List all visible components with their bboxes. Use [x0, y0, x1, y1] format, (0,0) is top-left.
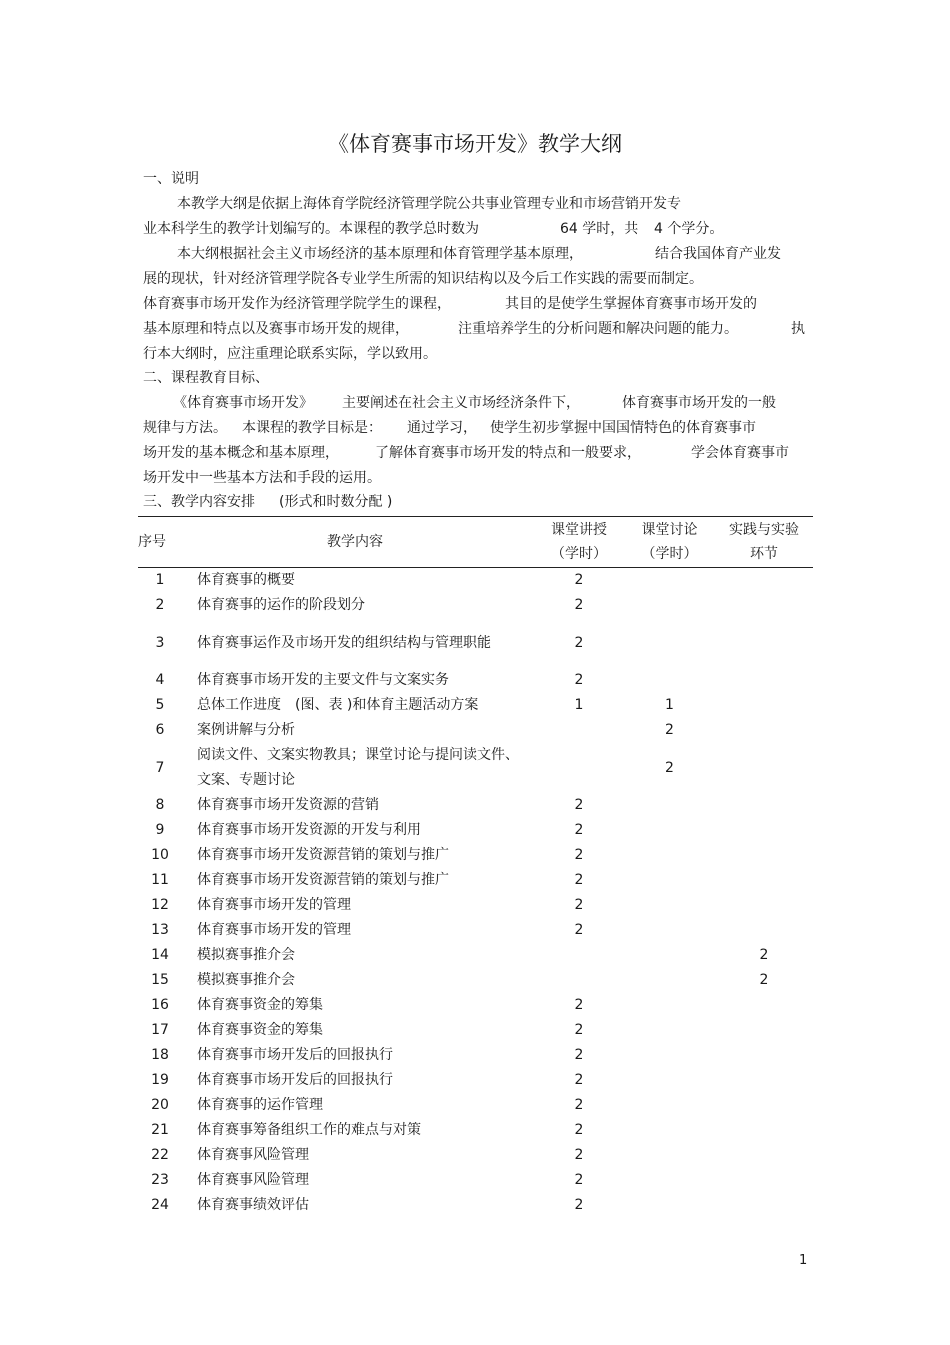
row-content-cell: 体育赛事市场开发资源营销的策划与推广 — [197, 872, 449, 889]
row-practice-hours-cell — [715, 1143, 813, 1168]
row-lecture-hours-cell — [534, 968, 624, 993]
row-practice-hours-cell — [715, 693, 813, 718]
row-content-cell: 阅读文件、文案实物教具；课堂讨论与提问读文件、文案、专题讨论 — [197, 747, 519, 788]
row-discussion-hours-cell — [624, 568, 715, 594]
section-2-line: 主要阐述在社会主义市场经济条件下， — [342, 395, 580, 411]
section-1-line: 4 个学分。 — [654, 221, 724, 237]
row-number-cell: 6 — [155, 722, 165, 739]
table-row — [138, 968, 813, 993]
page-title: 《体育赛事市场开发》教学大纲 — [328, 132, 622, 156]
section-2-line: 场开发的基本概念和基本原理， — [143, 445, 339, 461]
row-discussion-hours-cell — [624, 1043, 715, 1068]
row-discussion-hours-cell — [624, 1143, 715, 1168]
row-content-cell: 体育赛事的运作的阶段划分 — [197, 597, 365, 614]
table-row — [138, 1143, 813, 1168]
row-content-cell: 体育赛事市场开发资源营销的策划与推广 — [197, 847, 449, 864]
row-lecture-hours-cell: 2 — [574, 797, 584, 814]
row-number-cell: 23 — [151, 1172, 169, 1189]
row-number-cell: 3 — [155, 634, 165, 651]
header-practice-line2: 环节 — [750, 546, 778, 562]
row-content-cell: 体育赛事运作及市场开发的组织结构与管理职能 — [197, 634, 491, 651]
table-row — [138, 1118, 813, 1143]
row-discussion-hours-cell — [624, 1118, 715, 1143]
table-header-row — [138, 517, 813, 568]
section-2-line: 学会体育赛事市 — [691, 445, 789, 461]
row-number-cell: 15 — [151, 972, 169, 989]
row-lecture-hours-cell — [534, 718, 624, 743]
row-number-cell: 21 — [151, 1122, 169, 1139]
row-lecture-hours-cell — [534, 743, 624, 793]
section-1-heading: 一、说明 — [143, 171, 199, 187]
header-lecture-line1: 课堂讲授 — [551, 522, 607, 538]
table-row — [138, 668, 813, 693]
row-discussion-hours-cell — [624, 1168, 715, 1193]
row-practice-hours-cell — [715, 1118, 813, 1143]
row-practice-hours-cell — [715, 718, 813, 743]
row-content-cell: 体育赛事风险管理 — [197, 1172, 309, 1189]
row-practice-hours-cell — [715, 1043, 813, 1068]
row-practice-hours-cell: 2 — [759, 972, 769, 989]
header-lecture — [534, 517, 624, 568]
section-2-line: 规律与方法。 — [143, 420, 227, 436]
row-practice-hours-cell — [715, 1018, 813, 1043]
row-lecture-hours-cell: 2 — [574, 1122, 584, 1139]
row-practice-hours-cell — [715, 993, 813, 1018]
row-discussion-hours-cell — [624, 1193, 715, 1218]
table-row — [138, 893, 813, 918]
table-row — [138, 693, 813, 718]
header-discuss — [624, 517, 715, 568]
row-lecture-hours-cell: 2 — [574, 897, 584, 914]
row-content-cell: 案例讲解与分析 — [197, 722, 295, 739]
section-1-line: 展的现状，针对经济管理学院各专业学生所需的知识结构以及今后工作实践的需要而制定。 — [143, 271, 703, 287]
row-content-cell: 体育赛事资金的筹集 — [197, 997, 323, 1014]
row-practice-hours-cell — [715, 918, 813, 943]
row-practice-hours-cell — [715, 593, 813, 618]
row-discussion-hours-cell — [624, 893, 715, 918]
row-lecture-hours-cell: 2 — [574, 572, 584, 589]
row-lecture-hours-cell: 2 — [574, 597, 584, 614]
row-number-cell: 13 — [151, 922, 169, 939]
row-lecture-hours-cell: 2 — [574, 997, 584, 1014]
row-content-cell: 体育赛事市场开发的管理 — [197, 922, 351, 939]
section-2-line: 《体育赛事市场开发》 — [173, 395, 313, 411]
header-content: 教学内容 — [327, 534, 383, 550]
row-content-cell: 模拟赛事推介会 — [197, 972, 295, 989]
section-1-line: 注重培养学生的分析问题和解决问题的能力。 — [458, 321, 738, 337]
row-discussion-hours-cell — [624, 968, 715, 993]
row-discussion-hours-cell: 1 — [665, 697, 674, 714]
row-practice-hours-cell — [715, 568, 813, 594]
row-lecture-hours-cell: 2 — [574, 1097, 584, 1114]
row-number-cell: 12 — [151, 897, 169, 914]
row-content-cell: 体育赛事资金的筹集 — [197, 1022, 323, 1039]
row-lecture-hours-cell: 2 — [574, 1147, 584, 1164]
section-2-line: 通过学习， — [407, 420, 477, 436]
table-row — [138, 918, 813, 943]
row-discussion-hours-cell — [624, 1068, 715, 1093]
row-practice-hours-cell — [715, 618, 813, 668]
row-number-cell: 9 — [155, 822, 165, 839]
teaching-schedule-table — [138, 516, 813, 1218]
row-lecture-hours-cell: 1 — [574, 697, 584, 714]
table-row — [138, 718, 813, 743]
row-content-cell: 体育赛事风险管理 — [197, 1147, 309, 1164]
table-row — [138, 618, 813, 668]
row-discussion-hours-cell: 2 — [665, 722, 674, 739]
row-discussion-hours-cell — [624, 843, 715, 868]
section-2-line: 场开发中一些基本方法和手段的运用。 — [143, 470, 381, 486]
row-number-cell: 8 — [155, 797, 165, 814]
table-row — [138, 743, 813, 793]
row-content-cell: 体育赛事的运作管理 — [197, 1097, 323, 1114]
table-row — [138, 568, 813, 594]
section-1-line: 执 — [791, 321, 805, 337]
section-2-line: 使学生初步掌握中国国情特色的体育赛事市 — [490, 420, 756, 436]
row-practice-hours-cell — [715, 818, 813, 843]
row-practice-hours-cell — [715, 1093, 813, 1118]
row-lecture-hours-cell: 2 — [574, 1022, 584, 1039]
table-row — [138, 993, 813, 1018]
header-discuss-line2: （学时） — [641, 546, 698, 562]
row-number-cell: 11 — [151, 872, 169, 889]
row-discussion-hours-cell — [624, 668, 715, 693]
row-lecture-hours-cell: 2 — [574, 1197, 584, 1214]
row-discussion-hours-cell — [624, 1018, 715, 1043]
section-1-line: 业本科学生的教学计划编写的。本课程的教学总时数为 — [143, 221, 479, 237]
table-row — [138, 1043, 813, 1068]
table-row — [138, 593, 813, 618]
row-number-cell: 16 — [151, 997, 169, 1014]
row-number-cell: 10 — [151, 847, 169, 864]
row-discussion-hours-cell — [624, 818, 715, 843]
table-body — [138, 568, 813, 1219]
page-number: 1 — [799, 1253, 808, 1268]
row-discussion-hours-cell: 2 — [665, 759, 674, 776]
section-1-line: 本大纲根据社会主义市场经济的基本原理和体育管理学基本原理， — [177, 246, 583, 262]
row-discussion-hours-cell — [624, 793, 715, 818]
row-content-cell: 体育赛事市场开发的管理 — [197, 897, 351, 914]
row-practice-hours-cell — [715, 743, 813, 793]
row-content-cell: 总体工作进度 (图、表 )和体育主题活动方案 — [197, 697, 479, 714]
row-practice-hours-cell — [715, 868, 813, 893]
row-lecture-hours-cell: 2 — [574, 634, 584, 651]
row-number-cell: 18 — [151, 1047, 169, 1064]
row-number-cell: 19 — [151, 1072, 169, 1089]
section-3-heading: 三、教学内容安排 — [143, 494, 255, 510]
section-3-subheading: (形式和时数分配 ) — [279, 494, 393, 510]
row-content-cell: 体育赛事市场开发资源的开发与利用 — [197, 822, 421, 839]
section-2-line: 体育赛事市场开发的一般 — [622, 395, 776, 411]
row-practice-hours-cell — [715, 793, 813, 818]
table-row — [138, 868, 813, 893]
section-1-line: 基本原理和特点以及赛事市场开发的规律， — [143, 321, 409, 337]
row-number-cell: 14 — [151, 947, 169, 964]
row-lecture-hours-cell: 2 — [574, 822, 584, 839]
row-discussion-hours-cell — [624, 593, 715, 618]
row-content-cell: 体育赛事的概要 — [197, 572, 295, 589]
row-discussion-hours-cell — [624, 918, 715, 943]
row-practice-hours-cell — [715, 1193, 813, 1218]
row-practice-hours-cell: 2 — [759, 947, 769, 964]
row-discussion-hours-cell — [624, 868, 715, 893]
row-practice-hours-cell — [715, 893, 813, 918]
section-1-line: 其目的是使学生掌握体育赛事市场开发的 — [505, 296, 757, 312]
row-practice-hours-cell — [715, 1068, 813, 1093]
section-1-line: 64 学时，共 — [560, 221, 639, 237]
table-row — [138, 1093, 813, 1118]
row-discussion-hours-cell — [624, 618, 715, 668]
header-no: 序号 — [138, 534, 166, 550]
table-row — [138, 843, 813, 868]
section-1-line: 行本大纲时，应注重理论联系实际，学以致用。 — [143, 346, 437, 362]
header-practice-line1: 实践与实验 — [729, 522, 799, 538]
section-1-line: 本教学大纲是依据上海体育学院经济管理学院公共事业管理专业和市场营销开发专 — [177, 196, 681, 212]
row-lecture-hours-cell: 2 — [574, 1072, 584, 1089]
row-number-cell: 2 — [155, 597, 165, 614]
row-number-cell: 24 — [151, 1197, 169, 1214]
row-practice-hours-cell — [715, 843, 813, 868]
header-discuss-line1: 课堂讨论 — [641, 522, 698, 538]
row-lecture-hours-cell: 2 — [574, 1047, 584, 1064]
row-content-cell: 模拟赛事推介会 — [197, 947, 295, 964]
table-row — [138, 818, 813, 843]
header-practice — [715, 517, 813, 568]
table-row — [138, 1193, 813, 1218]
row-content-cell: 体育赛事市场开发后的回报执行 — [197, 1072, 393, 1089]
row-number-cell: 22 — [151, 1147, 169, 1164]
table-row — [138, 793, 813, 818]
section-1-line: 结合我国体育产业发 — [655, 246, 781, 262]
table-row — [138, 1068, 813, 1093]
row-lecture-hours-cell: 2 — [574, 1172, 584, 1189]
table-row — [138, 943, 813, 968]
section-2-line: 本课程的教学目标是： — [242, 420, 382, 436]
row-discussion-hours-cell — [624, 993, 715, 1018]
row-content-cell: 体育赛事筹备组织工作的难点与对策 — [197, 1122, 421, 1139]
row-lecture-hours-cell: 2 — [574, 672, 584, 689]
table-row — [138, 1168, 813, 1193]
row-discussion-hours-cell — [624, 1093, 715, 1118]
row-practice-hours-cell — [715, 668, 813, 693]
row-lecture-hours-cell: 2 — [574, 872, 584, 889]
row-number-cell: 7 — [155, 759, 165, 776]
row-content-cell: 体育赛事市场开发的主要文件与文案实务 — [197, 672, 449, 689]
row-content-cell: 体育赛事绩效评估 — [197, 1197, 309, 1214]
row-lecture-hours-cell: 2 — [574, 922, 584, 939]
section-2-line: 了解体育赛事市场开发的特点和一般要求， — [375, 445, 641, 461]
row-content-cell: 体育赛事市场开发后的回报执行 — [197, 1047, 393, 1064]
row-lecture-hours-cell: 2 — [574, 847, 584, 864]
section-2-heading: 二、课程教育目标、 — [143, 370, 269, 386]
row-content-cell: 体育赛事市场开发资源的营销 — [197, 797, 379, 814]
row-practice-hours-cell — [715, 1168, 813, 1193]
row-number-cell: 1 — [155, 572, 165, 589]
header-lecture-line2: （学时） — [551, 546, 607, 562]
row-number-cell: 4 — [155, 672, 165, 689]
row-lecture-hours-cell — [534, 943, 624, 968]
row-discussion-hours-cell — [624, 943, 715, 968]
row-number-cell: 20 — [151, 1097, 169, 1114]
section-1-line: 体育赛事市场开发作为经济管理学院学生的课程， — [143, 296, 451, 312]
row-number-cell: 17 — [151, 1022, 169, 1039]
row-number-cell: 5 — [155, 697, 165, 714]
table-row — [138, 1018, 813, 1043]
